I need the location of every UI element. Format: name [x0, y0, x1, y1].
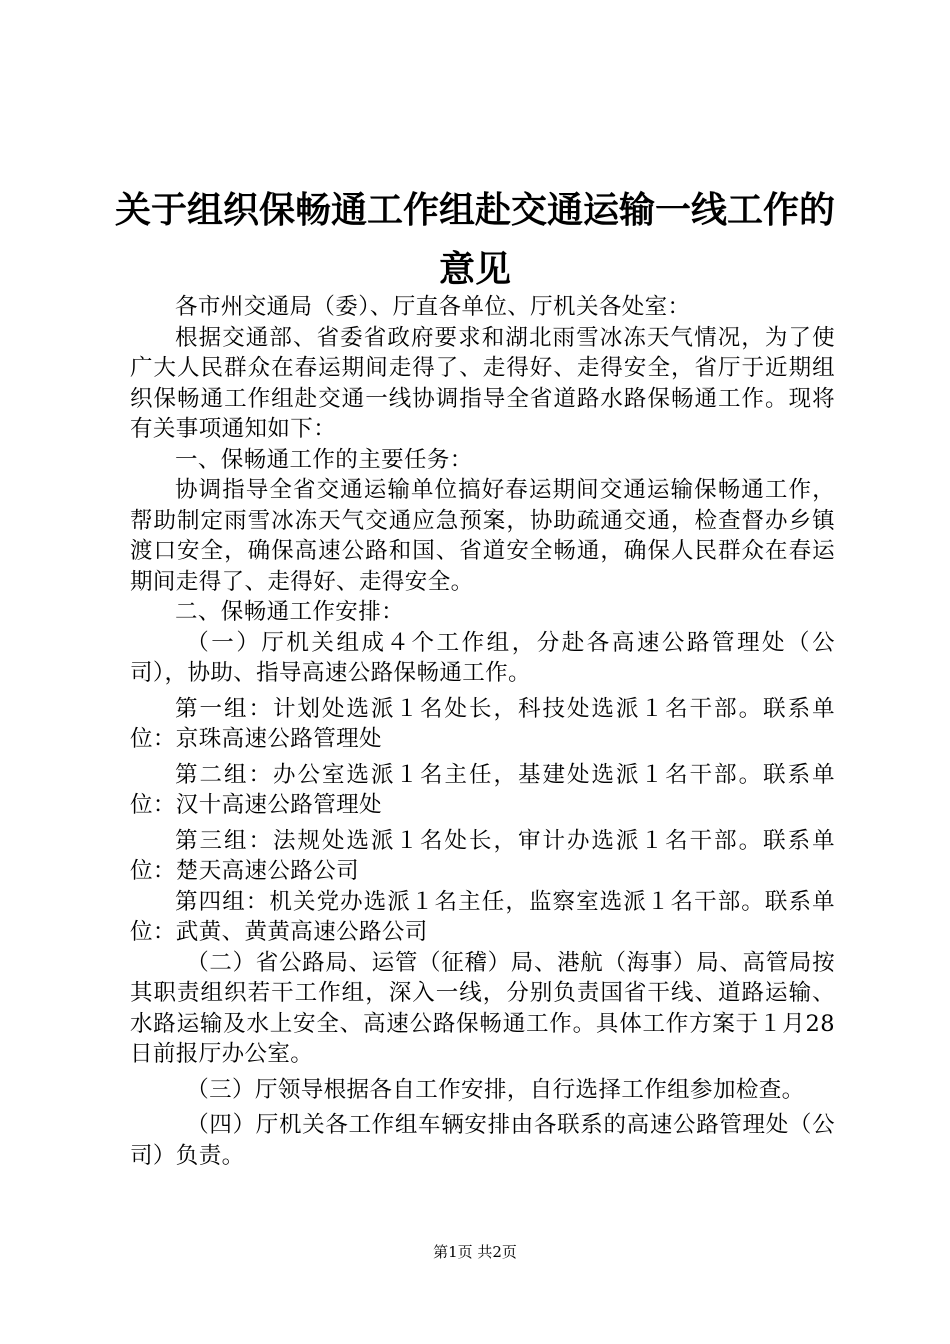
document-body	[130, 292, 835, 1171]
paragraph-group-3: 第三组：法规处选派１名处长，审计办选派１名干部。联系单位：楚天高速公路公司	[130, 827, 835, 884]
document-title-line-2: 意见	[438, 248, 511, 290]
paragraph-item-2: （二）省公路局、运管（征稽）局、港航（海事）局、高管局按其职责组织若干工作组，深入一线，分别负责国省干线、道路运输、水路运输及水上安全、高速公路保畅通工作。具体工作方案于１月28日前报厅办公室。	[130, 949, 835, 1067]
paragraph-main-tasks: 协调指导全省交通运输单位搞好春运期间交通运输保畅通工作，帮助制定雨雪冰冻天气交通应急预案，协助疏通交通，检查督办乡镇渡口安全，确保高速公路和国、省道安全畅通，确保人民群众在春运期间走得了、走得好、走得安全。	[130, 477, 835, 595]
paragraph-item-3: （三）厅领导根据各自工作安排，自行选择工作组参加检查。	[186, 1076, 805, 1103]
paragraph-group-4: 第四组：机关党办选派１名主任，监察室选派１名干部。联系单位：武黄、黄黄高速公路公司	[130, 888, 835, 945]
page-footer: 第1页 共2页	[433, 1243, 517, 1261]
section-heading-1: 一、保畅通工作的主要任务：	[175, 446, 473, 473]
section-heading-2: 二、保畅通工作安排：	[175, 599, 405, 625]
paragraph-group-2: 第二组：办公室选派１名主任，基建处选派１名干部。联系单位：汉十高速公路管理处	[130, 761, 835, 818]
paragraph-item-1: （一）厅机关组成４个工作组，分赴各高速公路管理处（公司），协助、指导高速公路保畅通工作。	[130, 629, 835, 686]
salutation: 各市州交通局（委）、厅直各单位、厅机关各处室：	[175, 294, 691, 320]
paragraph-item-4: （四）厅机关各工作组车辆安排由各联系的高速公路管理处（公司）负责。	[130, 1112, 835, 1169]
document-title-line-1: 关于组织保畅通工作组赴交通运输一线工作的	[114, 189, 835, 231]
paragraph-group-1: 第一组：计划处选派１名处长，科技处选派１名干部。联系单位：京珠高速公路管理处	[130, 695, 835, 752]
paragraph-intro: 根据交通部、省委省政府要求和湖北雨雪冰冻天气情况，为了使广大人民群众在春运期间走得了、走得好、走得安全，省厅于近期组织保畅通工作组赴交通一线协调指导全省道路水路保畅通工作。现将有关事项通知如下：	[130, 324, 835, 442]
